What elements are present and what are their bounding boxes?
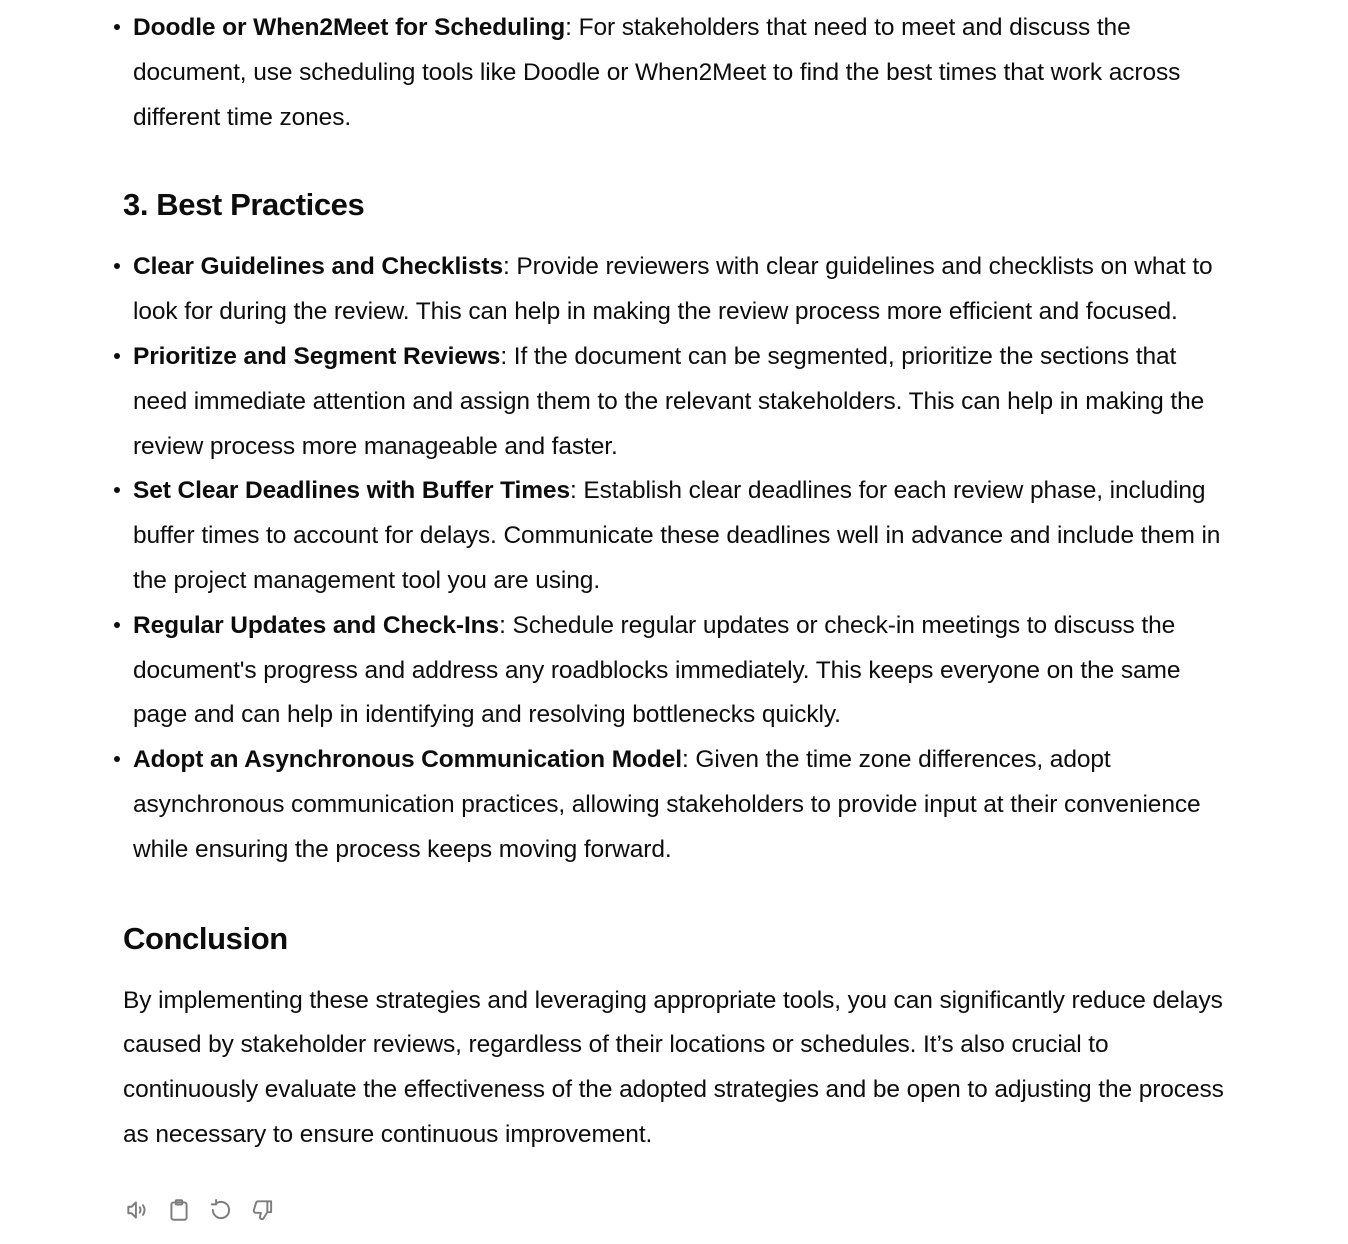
list-item — [123, 245, 1233, 335]
best-practices-heading: 3. Best Practices — [123, 187, 365, 223]
clipboard-icon — [166, 1197, 192, 1223]
thumbs-down-icon — [250, 1197, 276, 1223]
regenerate-icon — [208, 1197, 234, 1223]
item-term: Adopt an Asynchronous Communication Model — [133, 746, 682, 774]
conclusion-heading: Conclusion — [123, 920, 288, 956]
read-aloud-button[interactable] — [123, 1196, 151, 1224]
thumbs-down-button[interactable] — [249, 1196, 277, 1224]
conclusion-paragraph: By implementing these strategies and leveraging appropriate tools, you can significantly reduce delays caused by stakeholder reviews, regardless of their locations or schedules. It’s also crucial to continuously evaluate the effectiveness of the adopted strategies and be open to adjusting the process as necessary to ensure continuous improvement. — [123, 986, 1224, 1148]
list-item — [123, 604, 1233, 738]
list-item — [123, 6, 1233, 140]
list-item — [123, 469, 1233, 603]
message-actions — [123, 1196, 277, 1224]
scheduling-tools-list — [123, 6, 1233, 140]
copy-button[interactable] — [165, 1196, 193, 1224]
item-text: : If the document can be segmented, prioritize the sections that need immediate attention and assign them to the relevant stakeholders. This can help in making the review process more manageable and faster. — [133, 342, 1205, 460]
item-term: Set Clear Deadlines with Buffer Times — [133, 477, 570, 505]
list-item — [123, 335, 1233, 469]
item-term: Clear Guidelines and Checklists — [133, 253, 503, 281]
item-text: : Given the time zone differences, adopt asynchronous communication practices, allowing stakeholders to provide input at their convenience while ensuring the process keeps moving forward. — [133, 746, 1201, 863]
item-text: : Schedule regular updates or check-in meetings to discuss the document's progress and address any roadblocks immediately. This keeps everyone on the same page and can help in identifying and resolving bottlenecks quickly. — [133, 611, 1181, 729]
item-text: : Provide reviewers with clear guidelines and checklists on what to look for during the review. This can help in making the review process more efficient and focused. — [133, 253, 1213, 326]
speaker-icon — [124, 1197, 150, 1223]
item-text: : For stakeholders that need to meet and discuss the document, use scheduling tools like Doodle or When2Meet to find the best times that work across different time zones. — [133, 14, 1181, 131]
item-text: : Establish clear deadlines for each review phase, including buffer times to account for delays. Communicate these deadlines well in advance and include them in the project management tool you are using. — [133, 477, 1221, 594]
regenerate-button[interactable] — [207, 1196, 235, 1224]
item-term: Prioritize and Segment Reviews — [133, 342, 501, 370]
best-practices-list — [123, 245, 1233, 872]
assistant-message — [123, 6, 1233, 1158]
list-item — [123, 738, 1233, 872]
item-term: Regular Updates and Check-Ins — [133, 611, 500, 639]
item-term: Doodle or When2Meet for Scheduling — [133, 14, 566, 41]
